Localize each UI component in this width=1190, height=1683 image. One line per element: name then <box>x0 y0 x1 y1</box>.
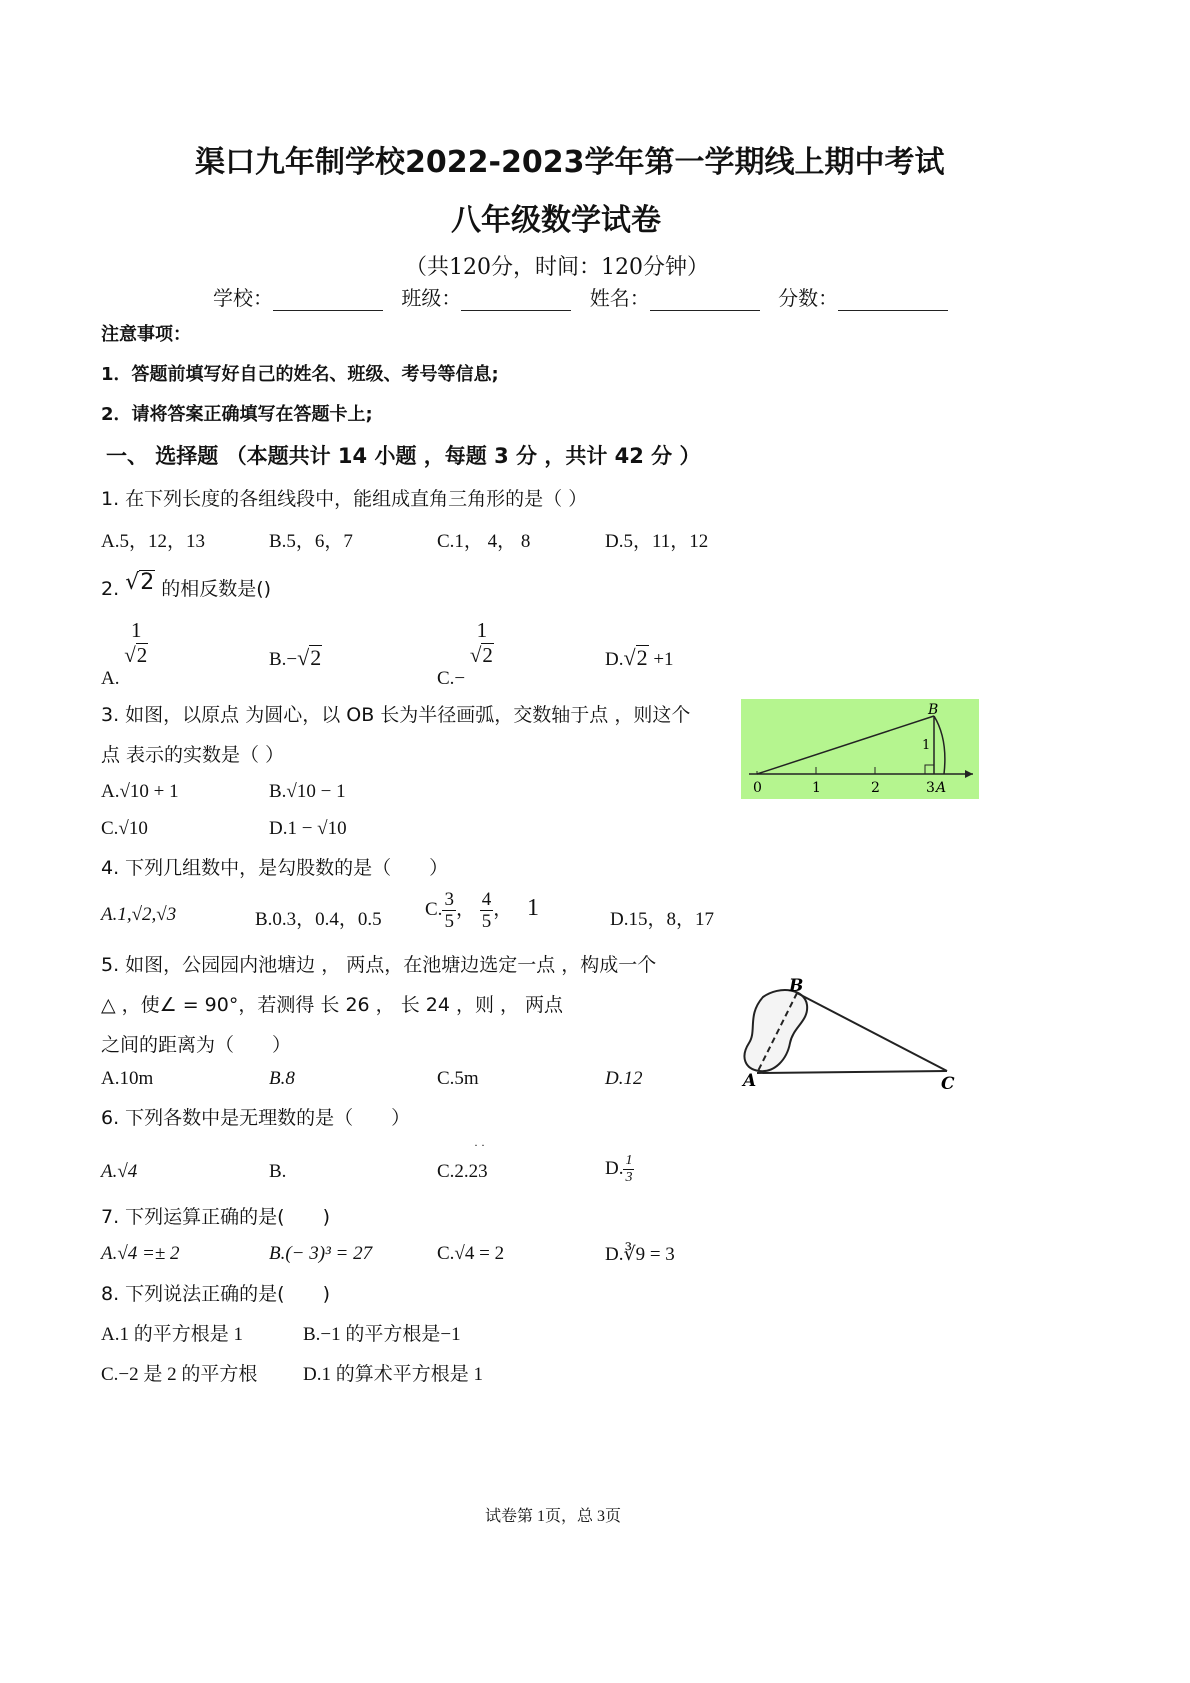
exam-subtitle: 八年级数学试卷 <box>451 203 661 238</box>
label-a: A <box>743 1071 757 1091</box>
q3-option-c: C.√10 <box>101 818 148 839</box>
exam-meta: （共120分，时间：120分钟） <box>405 255 709 280</box>
q5-stem-line1: 5. 如图，公园园内池塘边 ， 两点，在池塘边选定一点 ，构成一个 <box>101 954 657 976</box>
label-b: B <box>789 976 804 996</box>
class-blank[interactable] <box>461 292 571 311</box>
q2-option-b: B.−√2 <box>269 645 322 670</box>
q2-option-c: C.− 1 √2 <box>437 618 493 689</box>
q3-stem-line2: 点 表示的实数是（ ） <box>101 744 285 766</box>
q3-option-b: B.√10 − 1 <box>269 781 346 802</box>
notice-item-1: 1．答题前填写好自己的姓名、班级、考号等信息; <box>101 364 499 385</box>
q3-option-a: A.√10 + 1 <box>101 781 179 802</box>
q6-option-d: D. $\frac{1}{3}$ <box>605 1153 633 1185</box>
q5-option-c: C.5m <box>437 1068 479 1089</box>
label-c: C <box>941 1074 955 1094</box>
q5-figure <box>735 975 965 1095</box>
q5-stem-line2: △ ，使∠ = 90°，若测得 长 26 ， 长 24 ，则 ， 两点 <box>101 994 564 1016</box>
q6-repeat-dots: · · <box>474 1138 485 1152</box>
q6-option-c: C.2.23 <box>437 1161 488 1182</box>
exam-title: 渠口九年制学校2022-2023学年第一学期线上期中考试 <box>195 145 945 180</box>
score-blank[interactable] <box>838 292 948 311</box>
notice-heading: 注意事项： <box>101 324 191 345</box>
q5-option-a: A.10m <box>101 1068 154 1089</box>
q4-stem: 4. 下列几组数中，是勾股数的是（ ） <box>101 857 449 879</box>
notice-item-2: 2．请将答案正确填写在答题卡上; <box>101 404 373 425</box>
q5-option-b: B.8 <box>269 1068 295 1089</box>
section-1-title: 一、 选择题 （本题共计 14 小题 ，每题 3 分 ，共计 42 分 ） <box>106 444 701 468</box>
q8-stem: 8. 下列说法正确的是( ) <box>101 1283 330 1305</box>
segment-bc <box>797 993 947 1071</box>
student-info-line <box>213 282 960 311</box>
q4-option-a: A.1,√2,√3 <box>101 904 177 925</box>
label-0: 0 <box>753 780 762 796</box>
q2-stem: 2. √2 的相反数是() <box>101 570 272 600</box>
q4-option-b: B.0.3，0.4，0.5 <box>255 909 382 930</box>
q6-option-a: A.√4 <box>101 1161 138 1182</box>
segment-ac <box>757 1071 947 1073</box>
q3-stem-line1: 3. 如图，以原点 为圆心，以 OB 长为半径画弧，交数轴于点 ，则这个 <box>101 704 691 726</box>
q4-option-c: C. $\frac{3}{5}$ ， $\frac{4}{5}$ ， 1 <box>425 889 539 932</box>
q1-option-c: C.1， 4， 8 <box>437 531 531 552</box>
q5-option-d: D.12 <box>605 1068 643 1089</box>
label-a: A <box>936 780 947 796</box>
field-school-label: 学校： <box>213 286 273 310</box>
field-name-label: 姓名： <box>589 286 650 310</box>
q3-option-d: D.1 − √10 <box>269 818 347 839</box>
q5-stem-line3: 之间的距离为（ ） <box>101 1034 292 1056</box>
field-class-label: 班级： <box>401 286 462 310</box>
name-blank[interactable] <box>650 292 760 311</box>
q4-option-d: D.15，8，17 <box>610 909 714 930</box>
q7-stem: 7. 下列运算正确的是( ) <box>101 1206 330 1228</box>
label-b: B <box>928 702 939 718</box>
q3-figure <box>741 699 979 799</box>
label-3: 3 <box>926 780 935 796</box>
label-1: 1 <box>812 780 821 796</box>
q1-option-a: A.5，12，13 <box>101 531 205 552</box>
pond-outline <box>744 990 807 1071</box>
q7-option-b: B.(− 3)³ = 27 <box>269 1243 373 1264</box>
q2-option-a: A. 1 √2 <box>101 618 148 689</box>
page-footer: 试卷第 1页，总 3页 <box>485 1508 622 1525</box>
q1-option-b: B.5，6，7 <box>269 531 353 552</box>
field-score-label: 分数： <box>778 286 839 310</box>
q8-option-a: A.1 的平方根是 1 <box>101 1324 243 1345</box>
label-2: 2 <box>871 780 880 796</box>
q7-option-d: D.∛9 = 3 <box>605 1244 675 1265</box>
q7-option-a: A.√4 =± 2 <box>101 1243 180 1264</box>
q6-stem: 6. 下列各数中是无理数的是（ ） <box>101 1107 411 1129</box>
q7-option-c: C.√4 = 2 <box>437 1243 505 1264</box>
q8-option-b: B.−1 的平方根是−1 <box>303 1324 461 1345</box>
q8-option-d: D.1 的算术平方根是 1 <box>303 1364 483 1385</box>
q6-option-b: B. <box>269 1161 287 1182</box>
q2-option-d: D.√2 +1 <box>605 645 674 670</box>
label-height-1: 1 <box>922 738 931 753</box>
school-blank[interactable] <box>273 292 383 311</box>
q1-option-d: D.5，11，12 <box>605 531 709 552</box>
q8-option-c: C.−2 是 2 的平方根 <box>101 1364 258 1385</box>
q1-stem: 1. 在下列长度的各组线段中，能组成直角三角形的是（ ） <box>101 488 588 510</box>
